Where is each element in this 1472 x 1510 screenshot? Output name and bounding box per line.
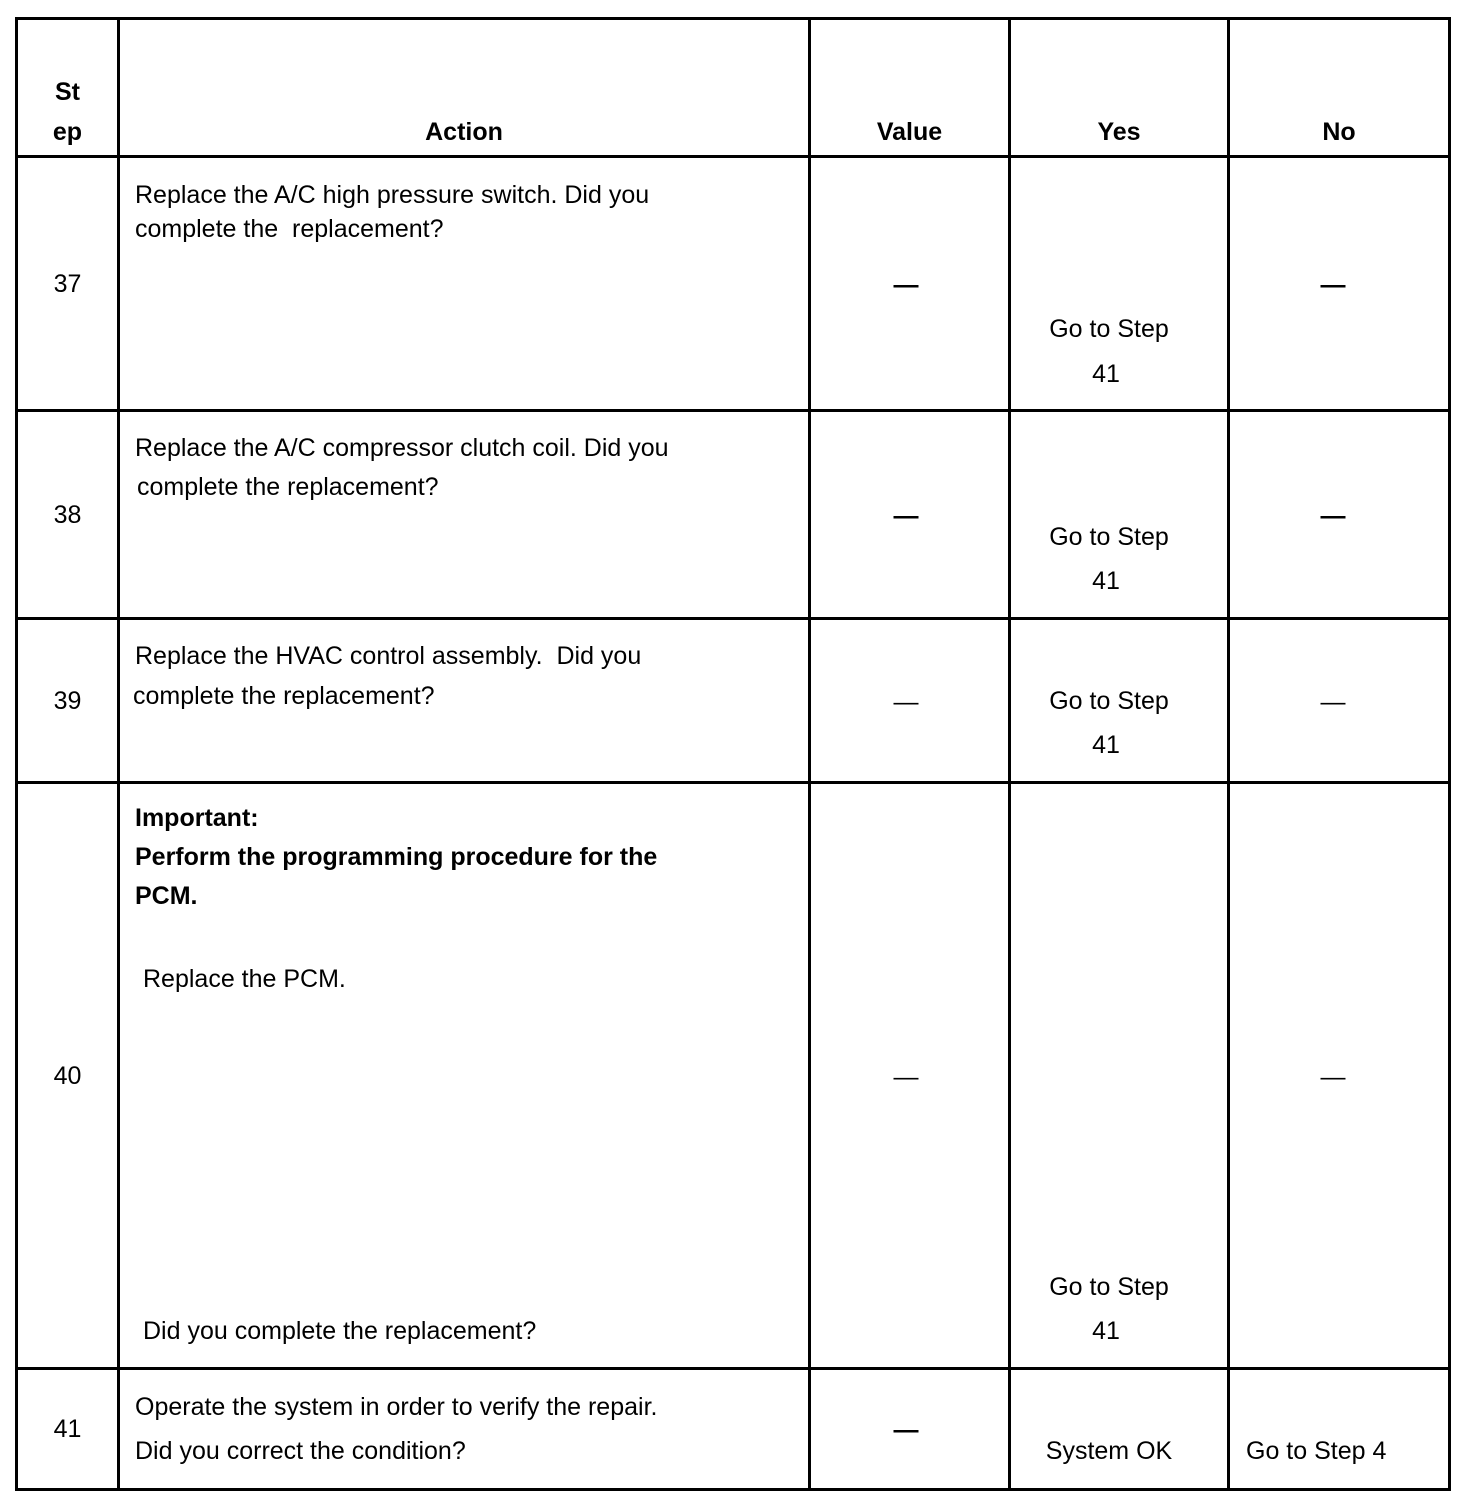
no-cell: Go to Step 4 bbox=[1246, 1437, 1387, 1465]
no-cell: — bbox=[1320, 1063, 1346, 1091]
step-number: 40 bbox=[53, 1062, 82, 1090]
yes-cell-step: 41 bbox=[1092, 731, 1120, 759]
value-cell: — bbox=[893, 688, 919, 716]
step-number: 37 bbox=[53, 270, 82, 298]
step-number: 41 bbox=[53, 1415, 82, 1443]
no-cell: — bbox=[1320, 688, 1346, 716]
value-cell: — bbox=[893, 1416, 919, 1444]
step-number: 38 bbox=[53, 501, 82, 529]
no-cell: — bbox=[1320, 502, 1346, 530]
action-text: Did you complete the replacement? bbox=[143, 1317, 537, 1345]
header-action: Action bbox=[425, 118, 503, 146]
yes-cell: Go to Step bbox=[1049, 687, 1169, 715]
important-label: Important: bbox=[135, 804, 259, 832]
action-text: Replace the HVAC control assembly. Did you bbox=[135, 642, 642, 670]
yes-cell: System OK bbox=[1045, 1437, 1173, 1465]
action-text: Operate the system in order to verify the repair. bbox=[135, 1393, 658, 1421]
action-text: complete the replacement? bbox=[133, 682, 435, 710]
action-text: complete the replacement? bbox=[137, 473, 439, 501]
step-number: 39 bbox=[53, 687, 82, 715]
yes-cell-step: 41 bbox=[1092, 567, 1120, 595]
action-text: Did you correct the condition? bbox=[135, 1437, 466, 1465]
table-border-right bbox=[1448, 17, 1451, 1491]
value-cell: — bbox=[893, 1063, 919, 1091]
yes-cell-step: 41 bbox=[1092, 1317, 1120, 1345]
yes-cell: Go to Step bbox=[1049, 315, 1169, 343]
row-divider bbox=[15, 409, 1451, 412]
column-divider bbox=[117, 17, 120, 1491]
action-text: Replace the A/C compressor clutch coil. Did you bbox=[135, 434, 669, 462]
header-step: St bbox=[55, 78, 80, 106]
yes-cell: Go to Step bbox=[1049, 523, 1169, 551]
header-no: No bbox=[1322, 118, 1356, 146]
row-divider bbox=[15, 781, 1451, 784]
action-text: Replace the A/C high pressure switch. Did you bbox=[135, 181, 650, 209]
header-step-continued: ep bbox=[52, 118, 83, 146]
header-value: Value bbox=[876, 118, 943, 146]
row-divider bbox=[15, 1367, 1451, 1370]
important-note: Perform the programming procedure for the bbox=[135, 843, 658, 871]
header-yes: Yes bbox=[1097, 118, 1141, 146]
table-border-left bbox=[15, 17, 18, 1491]
table-border-bottom bbox=[15, 1488, 1451, 1491]
action-text: complete the replacement? bbox=[135, 215, 444, 243]
diagnostic-table bbox=[15, 17, 1451, 1491]
no-cell: — bbox=[1320, 271, 1346, 299]
yes-cell-step: 41 bbox=[1092, 360, 1120, 388]
table-border-top bbox=[15, 17, 1451, 20]
row-divider bbox=[15, 617, 1451, 620]
important-note: PCM. bbox=[135, 882, 198, 910]
yes-cell: Go to Step bbox=[1049, 1273, 1169, 1301]
action-text: Replace the PCM. bbox=[143, 965, 346, 993]
value-cell: — bbox=[893, 271, 919, 299]
column-divider bbox=[1227, 17, 1230, 1491]
value-cell: — bbox=[893, 502, 919, 530]
header-divider bbox=[15, 155, 1451, 158]
column-divider bbox=[808, 17, 811, 1491]
